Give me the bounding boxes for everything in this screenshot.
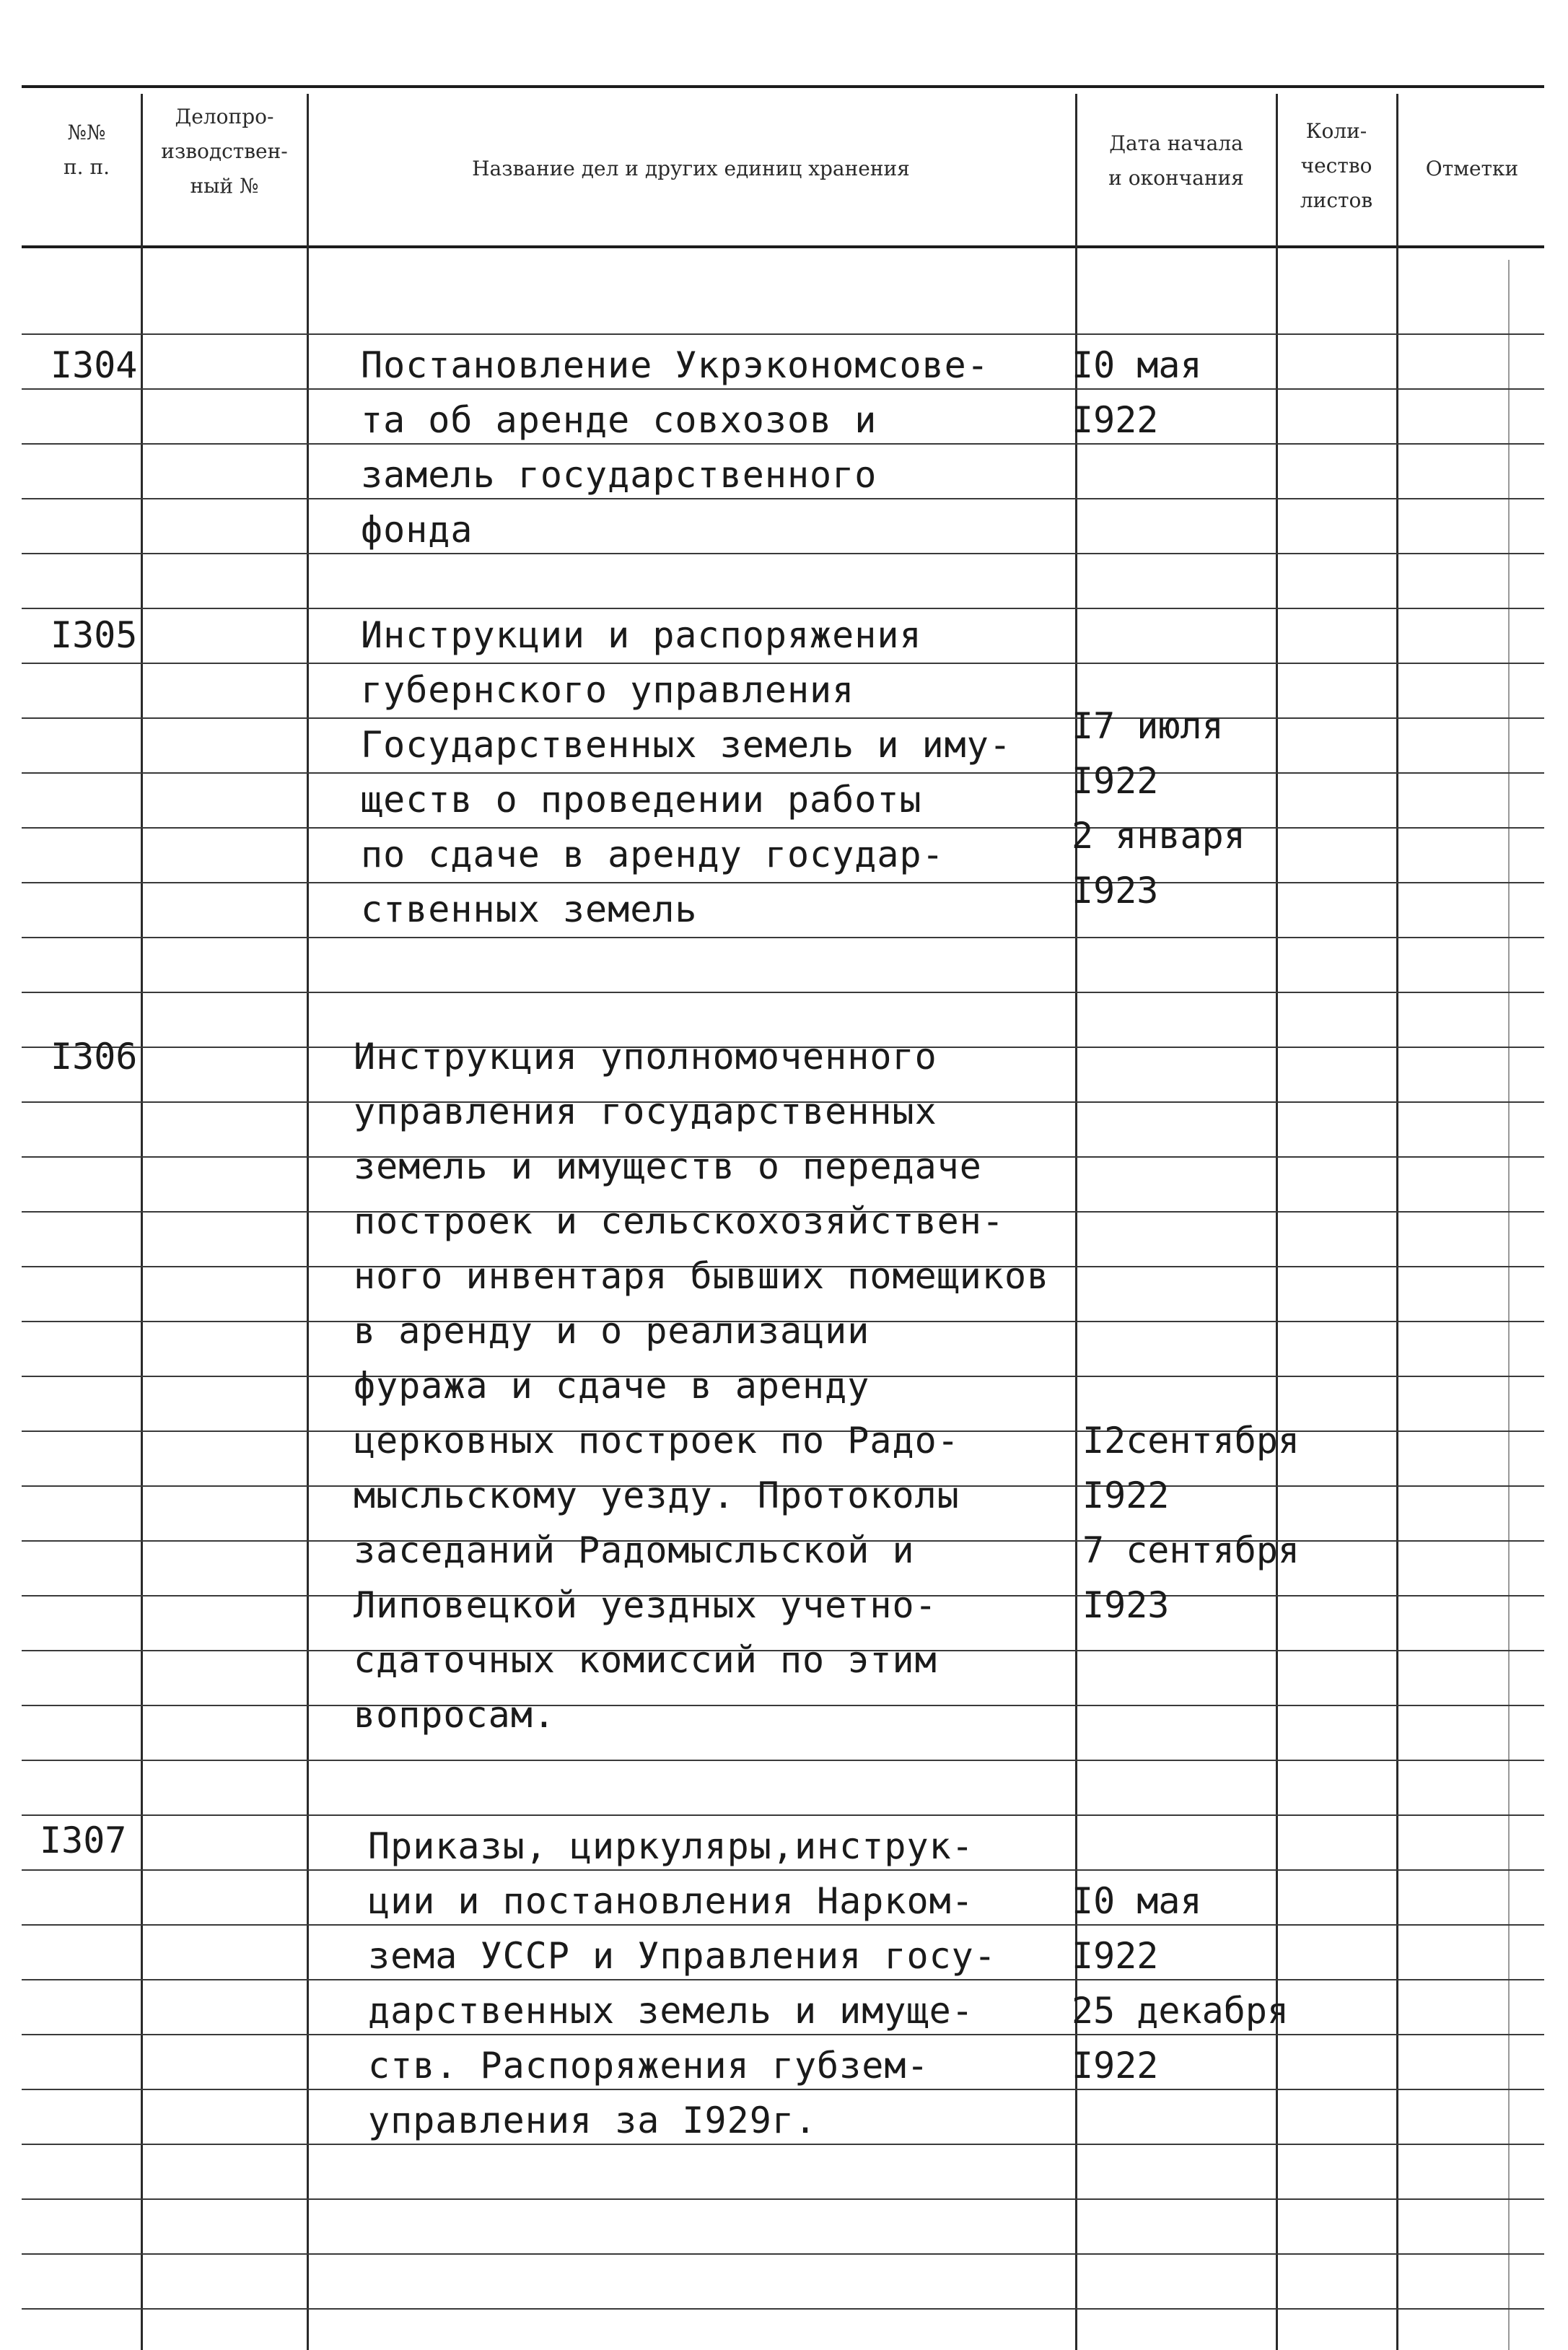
- entry-title-line: ществ о проведении работы: [361, 779, 922, 821]
- entry-date-line: I923: [1072, 870, 1159, 912]
- header-number-line-2: п. п.: [63, 155, 110, 179]
- entry-title-line: Инструкции и распоряжения: [361, 614, 922, 656]
- ruled-row-line: [22, 1814, 1544, 1816]
- header-number-line-1: №№: [67, 121, 106, 144]
- entry-title-line: та об аренде совхозов и: [361, 399, 877, 441]
- header-sheets-line-3: листов: [1300, 188, 1373, 212]
- entry-date-line: I2сентября: [1082, 1420, 1300, 1462]
- header-sheets: [1279, 114, 1394, 218]
- entry-date-line: I922: [1072, 2045, 1159, 2087]
- column-rule-1: [141, 94, 143, 2350]
- entry-title-line: ного инвентаря бывших помещиков: [354, 1255, 1050, 1297]
- entry-date-line: 7 сентября: [1082, 1529, 1300, 1571]
- entry-number: I306: [51, 1036, 138, 1078]
- entry-title-line: Государственных земель и иму-: [361, 724, 1012, 766]
- header-dates: [1079, 126, 1274, 196]
- entry-title-line: церковных построек по Радо-: [354, 1420, 960, 1462]
- header-bottom-rule: [22, 245, 1544, 248]
- entry-title-line: сдаточных комиссий по этим: [354, 1639, 937, 1681]
- entry-date-line: I922: [1072, 399, 1159, 441]
- entry-title-line: фуража и сдаче в аренду: [354, 1365, 870, 1407]
- entry-date-line: I0 мая: [1072, 344, 1202, 386]
- ruled-row-line: [22, 2198, 1544, 2200]
- entry-date-line: I922: [1082, 1475, 1170, 1516]
- column-rule-5: [1396, 94, 1398, 2350]
- entry-title-line: построек и сельскохозяйствен-: [354, 1200, 1004, 1242]
- header-office-number: [144, 100, 305, 204]
- ruled-row-line: [22, 992, 1544, 993]
- header-office-line-1: Делопро-: [175, 105, 274, 128]
- header-sheets-line-1: Коли-: [1305, 119, 1367, 143]
- header-title-text: Название дел и других единиц хранения: [472, 157, 910, 180]
- column-rule-2: [307, 94, 309, 2350]
- header-dates-line-1: Дата начала: [1109, 131, 1243, 155]
- entry-title-line: Постановление Укрэкономсове-: [361, 344, 989, 386]
- entry-date-line: 2 января: [1072, 815, 1245, 857]
- entry-title-line: фонда: [361, 509, 473, 551]
- entry-title-line: управления государственных: [354, 1091, 937, 1132]
- header-office-line-2: изводствен-: [161, 139, 288, 163]
- entry-number: I304: [51, 344, 138, 386]
- entry-date-line: I7 июля: [1072, 705, 1224, 747]
- header-notes: [1400, 152, 1544, 186]
- entry-title-line: ции и постановления Нарком-: [368, 1880, 974, 1922]
- header-top-rule: [22, 85, 1544, 88]
- header-sheets-line-2: чество: [1300, 154, 1372, 178]
- entry-number: I305: [51, 614, 138, 656]
- ruled-row-line: [22, 937, 1544, 938]
- entry-title-line: Инструкция уполномоченного: [354, 1036, 937, 1078]
- ruled-row-line: [22, 333, 1544, 335]
- entry-date-line: I922: [1072, 760, 1159, 802]
- entry-title-line: ств. Распоряжения губзем-: [368, 2045, 929, 2087]
- entry-title-line: дарственных земель и имуще-: [368, 1990, 974, 2032]
- entry-date-line: I923: [1082, 1584, 1170, 1626]
- entry-date-line: I0 мая: [1072, 1880, 1202, 1922]
- ruled-row-line: [22, 553, 1544, 554]
- header-office-line-3: ный №: [190, 174, 259, 198]
- entry-title-line: земель и имуществ о передаче: [354, 1145, 982, 1187]
- header-title: [310, 152, 1072, 186]
- entry-title-line: Приказы, циркуляры,инструк-: [368, 1825, 974, 1867]
- entry-title-line: Липовецкой уездных учетно-: [354, 1584, 937, 1626]
- column-rule-6: [1508, 260, 1510, 2350]
- header-number: [32, 115, 141, 185]
- entry-title-line: по сдаче в аренду государ-: [361, 834, 945, 875]
- entry-title-line: мысльскому уезду. Протоколы: [354, 1475, 960, 1516]
- entry-title-line: ственных земель: [361, 888, 698, 930]
- entry-title-line: в аренду и о реализации: [354, 1310, 870, 1352]
- entry-title-line: управления за I929г.: [368, 2100, 818, 2141]
- entry-title-line: заседаний Радомысльской и: [354, 1529, 915, 1571]
- entry-title-line: вопросам.: [354, 1694, 556, 1736]
- header-dates-line-2: и окончания: [1108, 166, 1244, 190]
- header-notes-text: Отметки: [1425, 157, 1519, 180]
- ruled-row-line: [22, 1705, 1544, 1706]
- entry-number: I307: [40, 1820, 127, 1861]
- entry-title-line: губернского управления: [361, 669, 855, 711]
- entry-date-line: 25 декабря: [1072, 1990, 1289, 2032]
- entry-date-line: I922: [1072, 1935, 1159, 1977]
- entry-title-line: замель государственного: [361, 454, 877, 496]
- ruled-row-line: [22, 1760, 1544, 1761]
- entry-title-line: зема УССР и Управления госу-: [368, 1935, 997, 1977]
- ruled-row-line: [22, 882, 1544, 883]
- ruled-row-line: [22, 2308, 1544, 2310]
- ruled-row-line: [22, 2253, 1544, 2255]
